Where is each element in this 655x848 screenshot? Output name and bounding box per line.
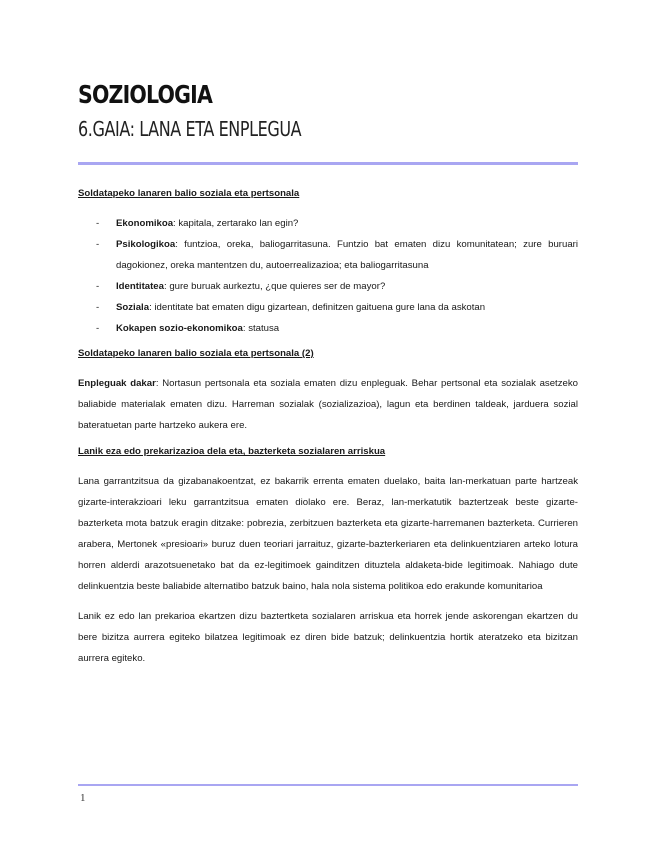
list-dash: - xyxy=(96,302,100,313)
header-divider xyxy=(78,162,578,165)
section-heading-values-2: Soldatapeko lanaren balio soziala eta pertsonala (2) xyxy=(78,348,314,359)
list-dash: - xyxy=(96,239,100,250)
list-dash: - xyxy=(96,218,100,229)
exclusion-paragraph-2: Lanik ez edo lan prekarioa ekartzen dizu baztertketa sozialaren arriskua eta horrek jende askorengan ekartzen du bere bizitza aurrera egiteko bilatzea legitimoak ez diren bide batzuk; delinkuentzia hortik ateratzeko eta bizitzan aurrera egiteko. xyxy=(78,611,578,664)
list-item-text: : funtzioa, oreka, baliogarritasuna. Funtzio bat ematen dizu komunitatean; zure buruari dagokionez, oreka mantentzen du, autoerrealizazioa; eta baliogarritasuna xyxy=(116,239,578,271)
values-list xyxy=(78,213,578,339)
list-item-term: Kokapen sozio-ekonomikoa xyxy=(116,323,243,334)
document-subtitle: 6.GAIA: LANA ETA ENPLEGUA xyxy=(78,117,302,141)
paragraph-text: : Nortasun pertsonala eta soziala ematen dizu enpleguak. Behar pertsonal eta sozialak asetzeko baliabide materialak ematen dizu. Harreman sozialak (sozializazioa), lagun eta berdinen taldeak, jarduera sozial bateratuetan parte hartzeko aukera ere. xyxy=(78,378,578,431)
list-item xyxy=(78,276,578,297)
list-item xyxy=(78,318,578,339)
section-heading-exclusion: Lanik eza edo prekarizazioa dela eta, bazterketa sozialaren arriskua xyxy=(78,446,386,457)
document-title: SOZIOLOGIA xyxy=(78,80,212,109)
employment-paragraph xyxy=(78,373,578,436)
document-body xyxy=(78,187,578,678)
exclusion-paragraph-1: Lana garrantzitsua da gizabanakoentzat, ez bakarrik errenta ematen duelako, baita lan-merkatuan parte hartzeak gizarte-interakzioari leku garrantzitsua ematen diolako ere. Beraz, lan-merkatutik baztertzeak beste gizarte-bazterketa mota batzuk eragin ditzake: pobrezia, zerbitzuen bazterketa eta gizarte-harremanen bazterketa. Currieren arabera, Mertonek «presioari» buruz duen teoriari jarraituz, gizarte-bazterkeriaren eta delinkuentziaren arteko lotura horren alderdi arazotsuenetako bat da ez-legitimoek gainditzen dituztela aldaketa-bide legitimoak. Nahiago dute delinkuentzia beste baliabide alternatibo batzuk baino, hala nola sistema politikoa edo erakunde komunitarioa xyxy=(78,476,578,592)
list-dash: - xyxy=(96,323,100,334)
list-item xyxy=(78,234,578,276)
list-item xyxy=(78,297,578,318)
list-item-text: : statusa xyxy=(242,323,280,334)
list-item-text: : identitate bat ematen digu gizartean, definitzen gaituena gure lana da askotan xyxy=(149,302,486,313)
list-item-term: Soziala xyxy=(116,302,150,313)
page-number: 1 xyxy=(80,792,86,804)
list-item-term: Ekonomikoa xyxy=(116,218,174,229)
list-item-term: Identitatea xyxy=(116,281,164,292)
list-dash: - xyxy=(96,281,100,292)
section-heading-values: Soldatapeko lanaren balio soziala eta pertsonala xyxy=(78,188,300,199)
list-item xyxy=(78,213,578,234)
paragraph-lead: Enpleguak dakar xyxy=(78,378,156,389)
list-item-term: Psikologikoa xyxy=(116,239,176,250)
footer-divider xyxy=(78,784,578,786)
list-item-text: : kapitala, zertarako lan egin? xyxy=(173,218,299,229)
list-item-text: : gure buruak aurkeztu, ¿que quieres ser de mayor? xyxy=(163,281,386,292)
